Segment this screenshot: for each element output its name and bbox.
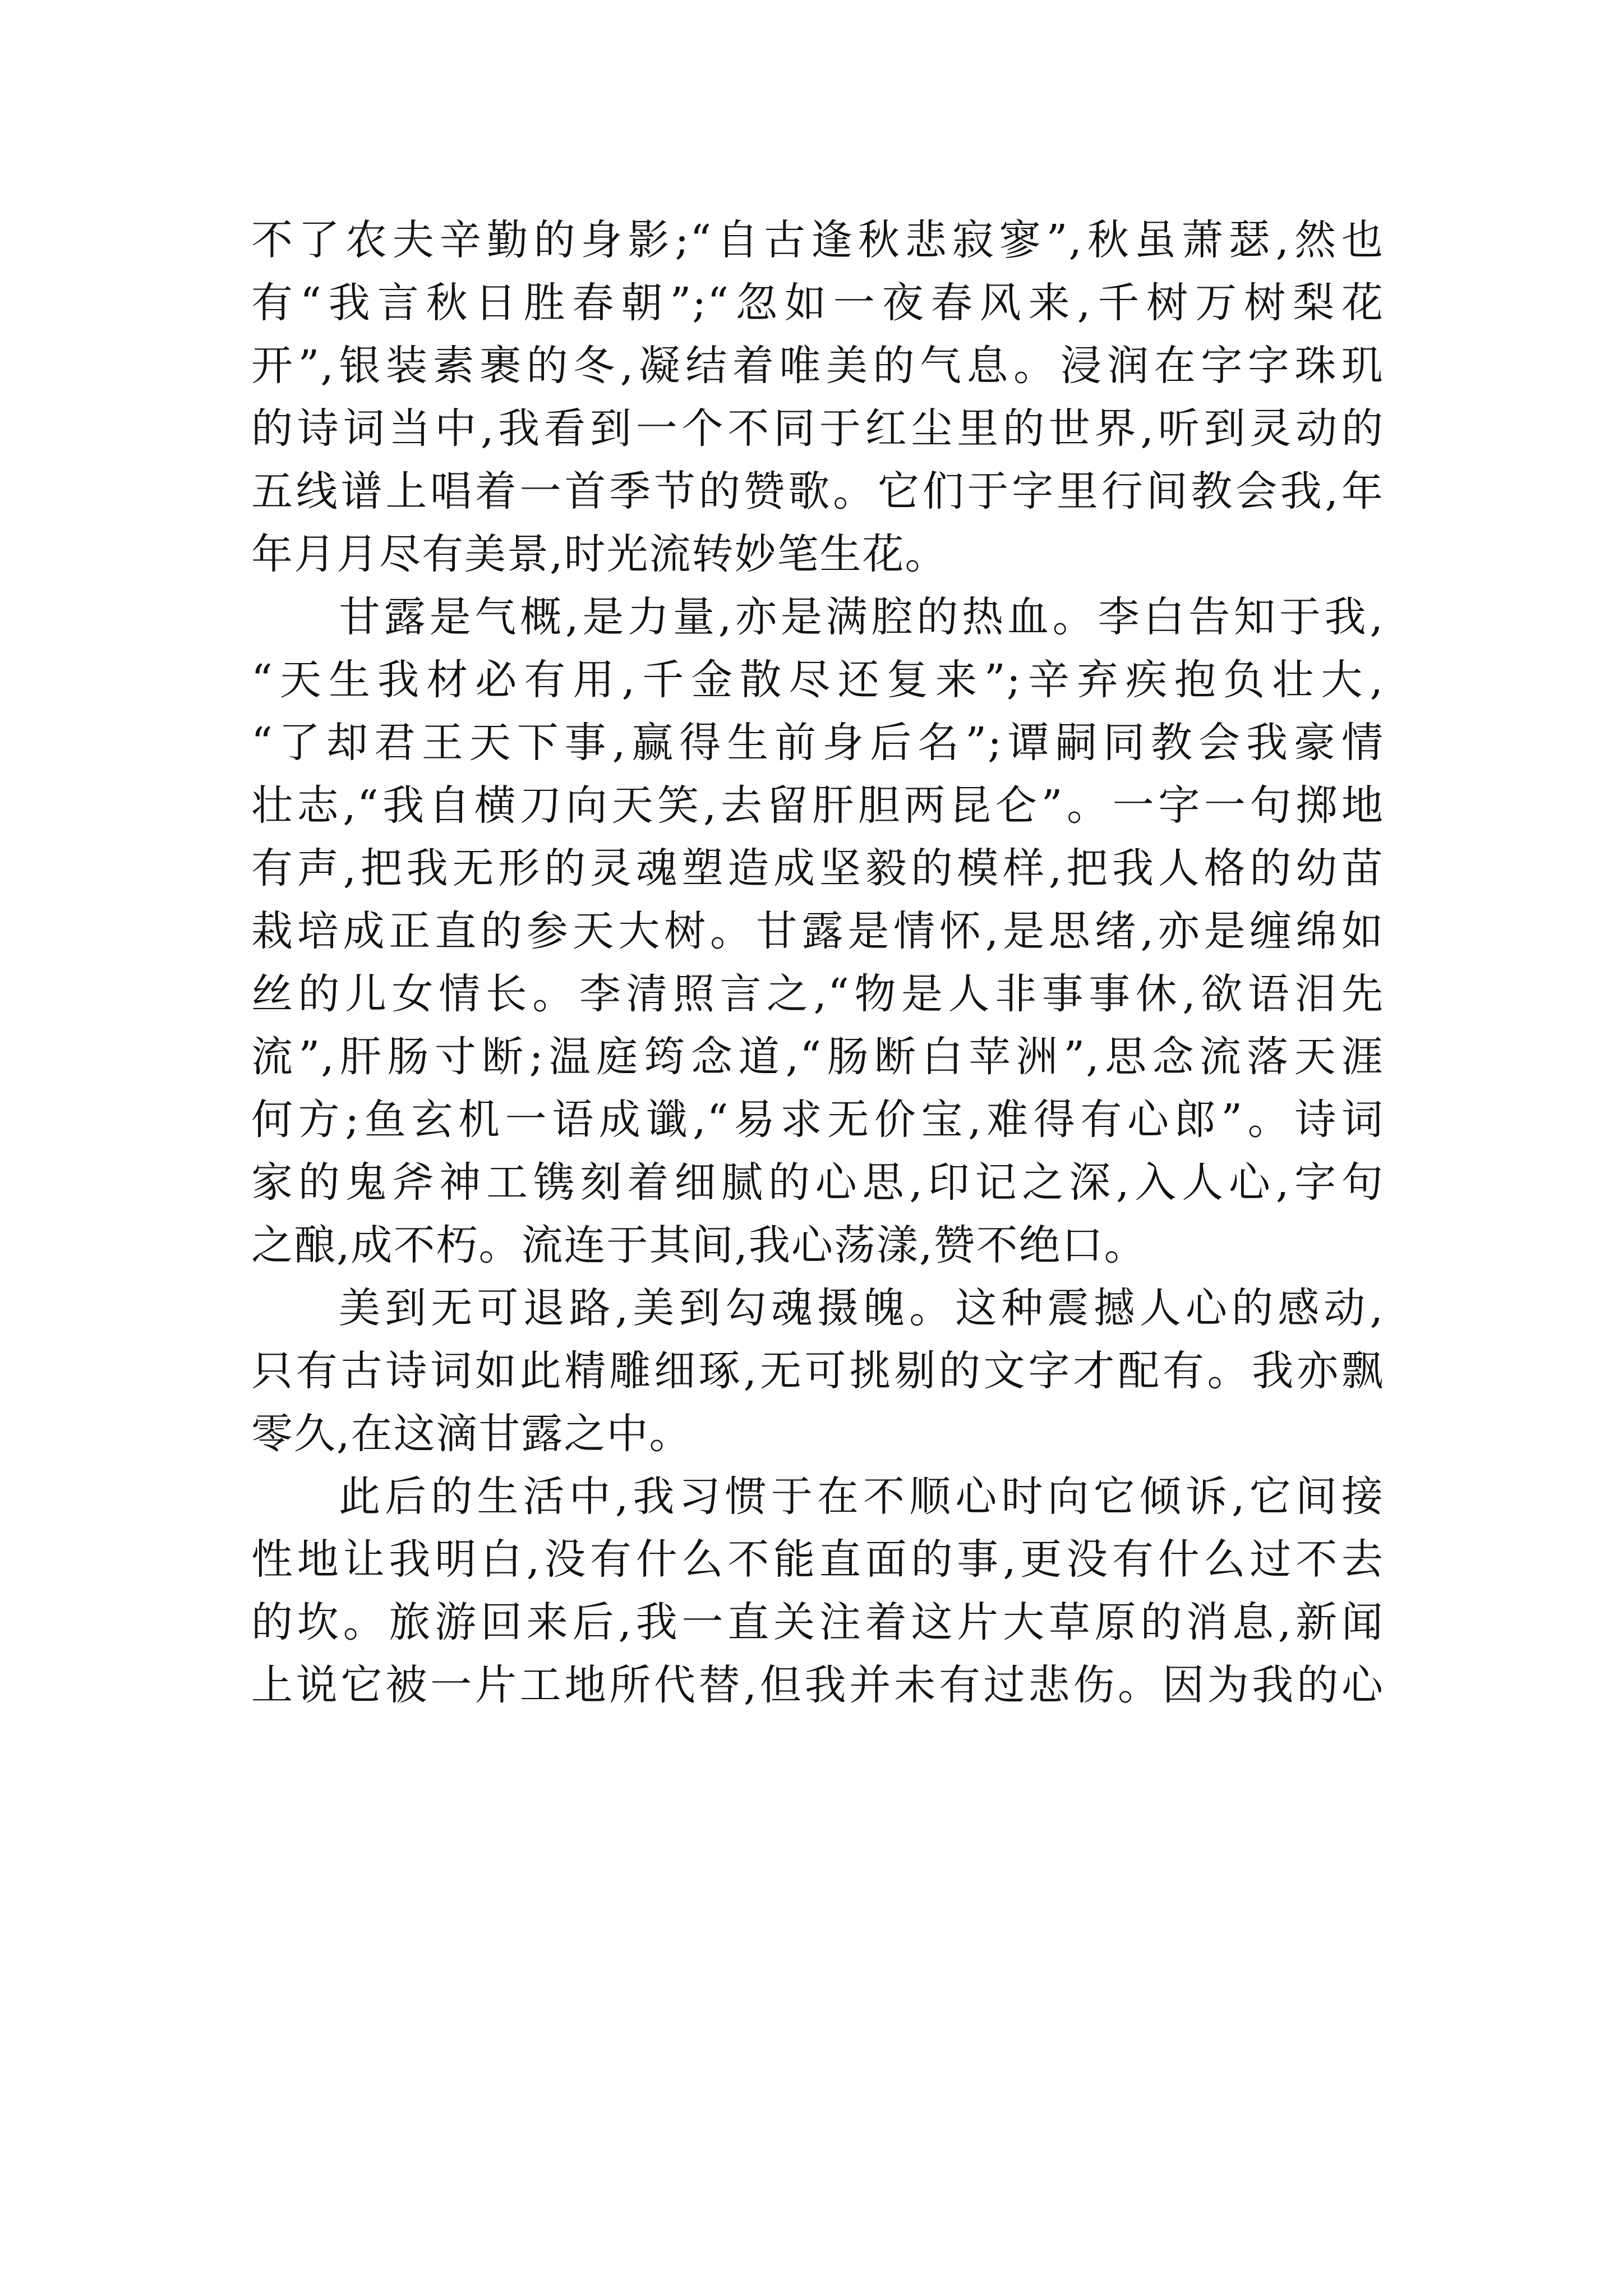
text-line: 之酿,成不朽。流连于其间,我心荡漾,赞不绝口。 (251, 1221, 1147, 1269)
text-line: 有声,把我无形的灵魂塑造成坚毅的模样,把我人格的幼苗 (251, 844, 1384, 892)
text-line: “天生我材必有用,千金散尽还复来”;辛弃疾抱负壮大, (251, 656, 1384, 704)
text-line: 家的鬼斧神工镌刻着细腻的心思,印记之深,入人心,字句 (251, 1158, 1384, 1207)
text-line: 零久,在这滴甘露之中。 (251, 1410, 692, 1458)
text-line: 不了农夫辛勤的身影;“自古逢秋悲寂寥”,秋虽萧瑟,然也 (251, 216, 1384, 264)
text-line: 何方;鱼玄机一语成谶,“易求无价宝,难得有心郎”。诗词 (251, 1096, 1384, 1144)
text-line: 的坎。旅游回来后,我一直关注着这片大草原的消息,新闻 (251, 1598, 1384, 1646)
paragraph-start-line: 此后的生活中,我习惯于在不顺心时向它倾诉,它间接 (339, 1473, 1384, 1521)
text-line: 上说它被一片工地所代替,但我并未有过悲伤。因为我的心 (251, 1661, 1384, 1709)
paragraph-start-line: 美到无可退路,美到勾魂摄魄。这种震撼人心的感动, (339, 1284, 1384, 1332)
text-line: 丝的儿女情长。李清照言之,“物是人非事事休,欲语泪先 (251, 970, 1384, 1018)
text-line: 年月月尽有美景,时光流转妙笔生花。 (251, 530, 948, 578)
text-line: 性地让我明白,没有什么不能直面的事,更没有什么过不去 (251, 1535, 1384, 1584)
paragraph-start-line: 甘露是气概,是力量,亦是满腔的热血。李白告知于我, (339, 593, 1384, 641)
text-line: 有“我言秋日胜春朝”;“忽如一夜春风来,千树万树梨花 (251, 279, 1384, 327)
text-line: 栽培成正直的参天大树。甘露是情怀,是思绪,亦是缠绵如 (251, 907, 1384, 955)
text-line: 流”,肝肠寸断;温庭筠念道,“肠断白苹洲”,思念流落天涯 (251, 1033, 1384, 1081)
text-line: “了却君王天下事,赢得生前身后名”;谭嗣同教会我豪情 (251, 719, 1384, 767)
text-line: 开”,银装素裹的冬,凝结着唯美的气息。浸润在字字珠玑 (251, 342, 1384, 390)
body-text (251, 209, 1384, 1717)
text-line: 壮志,“我自横刀向天笑,去留肝胆两昆仑”。一字一句掷地 (251, 781, 1384, 830)
text-line: 只有古诗词如此精雕细琢,无可挑剔的文字才配有。我亦飘 (251, 1347, 1384, 1395)
text-line: 的诗词当中,我看到一个不同于红尘里的世界,听到灵动的 (251, 404, 1384, 453)
text-line: 五线谱上唱着一首季节的赞歌。它们于字里行间教会我,年 (251, 467, 1384, 516)
